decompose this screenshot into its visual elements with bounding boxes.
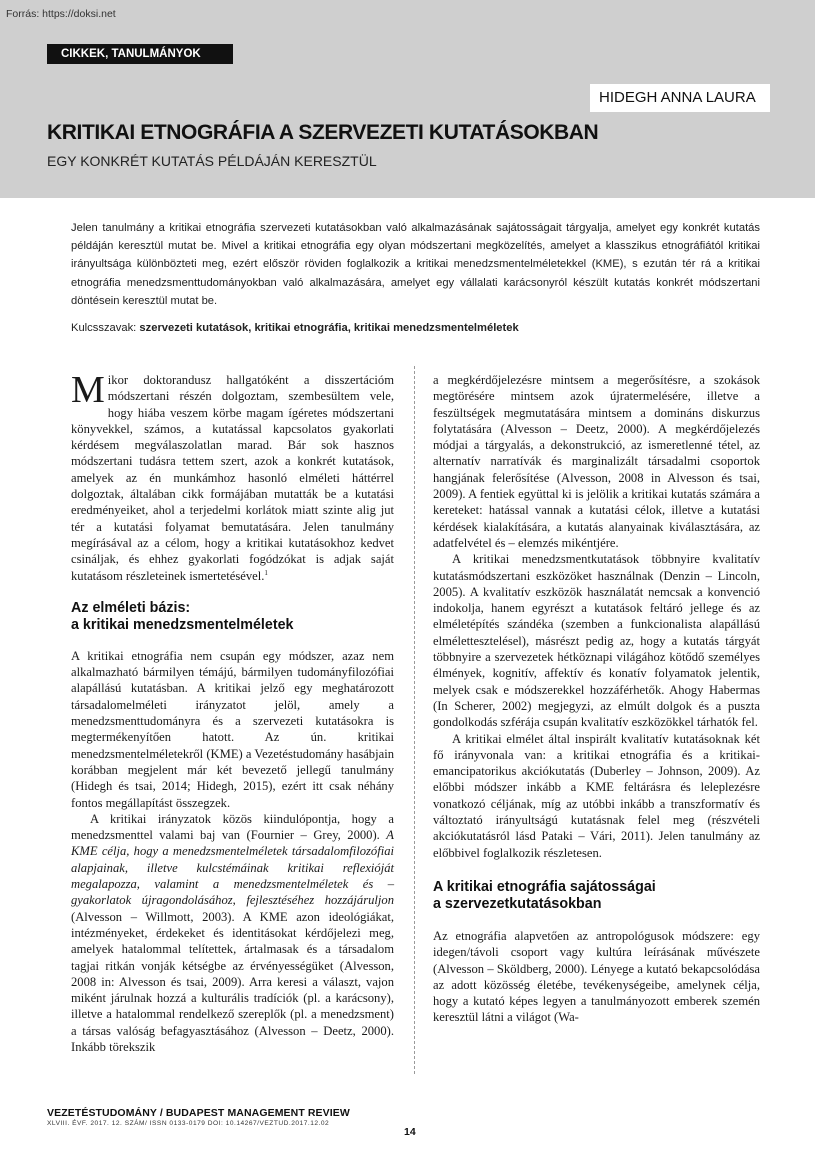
- paragraph: Az etnográfia alapvetően az antropológusok módszere: egy idegen/távoli csoport vagy kultúra leírásának művészete (Alvesson – Sköldberg, 2000). Lényege a kutató bekapcsolódása az adott közösség életébe, tevékenységeibe, amelynek célja, hogy a kutató képes legyen a tanulmányozott emberek szemén keresztül látni a világot (Wa-: [433, 928, 760, 1025]
- article-title: KRITIKAI ETNOGRÁFIA A SZERVEZETI KUTATÁSOKBAN: [47, 121, 599, 144]
- drop-cap: M: [71, 369, 105, 411]
- source-note: Forrás: https://doksi.net: [6, 8, 116, 20]
- intro-paragraph: Mikor doktorandusz hallgatóként a disszertációm módszertani részén dolgoztam, szembesültem vele, hogy hiába veszem körbe magam ígéretes módszertani könyvekkel, számos, a kutatással kapcsolatos gyakorlati kérdésem megválaszolatlan marad. Bár sok hasznos módszertani tudásra tettem szert, azok a konkrét kutatások, amelyek az én munkámhoz hasonló elméleti háttérrel dolgoztak, általában cikk formájában mutatták be a kutatási eredményeiket, ahol a terjedelmi korlátok miatt szinte alig jut tér a kutatási folyamat bemutatására. Jelen tanulmány megírásával az a célom, hogy a kritikai kutatásokhoz kedvet csináljak, és ehhez gyakorlati fogódzókat is adjak saját kutatásom részleteinek ismertetésével.$^1$: [71, 369, 394, 583]
- category-label: CIKKEK, TANULMÁNYOK: [47, 44, 233, 64]
- section-heading-ethnography: A kritikai etnográfia sajátosságai a szervezetkutatásokban: [433, 878, 656, 913]
- paragraph: A kritikai etnográfia nem csupán egy módszer, azaz nem alkalmazható bármilyen témájú, bármilyen tudományfilozófiai alapállású kutatásban. A kritikai jelző egy meghatározott társadalomelméleti irányzatot jelöl, amely a menedzsmenttudományra és a szervezeti kutatásokra is megtermékenyítően hatott. Az ún. kritikai menedzsmentelméletekről (KME) a Vezetéstudomány hasábjain korábban megjelent már két bevezető jellegű tanulmány (Hidegh és tsai, 2014; Hidegh, 2015), ezért itt csak néhány fontos megállapítást összegzek.: [71, 648, 394, 810]
- column-divider: [414, 366, 415, 1074]
- italic-quote: A KME célja, hogy a menedzsmentelméletek társadalomfilozófiai alapjainak, illetve kulcstémáinak kritikai reflexióját megalapozza, valamint a menedzsmentelméletek és –gyakorlatok újragondolásához, fejlesztéséhez hozzájáruljon: [71, 828, 394, 908]
- paragraph: a megkérdőjelezésre mintsem a megerősítésre, a szokások megtörésére mintsem azok újratermelésére, illetve a feszültségek megmutatására mintsem a domináns diskurzus folytatására (Alvesson – Deetz, 2000). A megkérdőjelezés módjai a tárgyalás, a dekonstrukció, az ismeretlenné tétel, az alternatív narratívák és marginalizált társadalmi csoportok hangjának felerősítése (Alvesson, 2008 in Alvesson és tsai, 2009). A fentiek együttal ki is jelölik a kritikai kutatás számára a kereteket: hatással vannak a kutatási célok, illetve a kutatási kérdések kialakítására, a kutatás alanyainak kiválasztására, az adatfelvétel és – elemzés mikéntjére.: [433, 373, 760, 550]
- section-heading-theory: Az elméleti bázis: a kritikai menedzsmentelméletek: [71, 599, 294, 634]
- abstract: Jelen tanulmány a kritikai etnográfia szervezeti kutatásokban való alkalmazásának sajátosságait tárgyalja, amelyet egy konkrét kutatás példáján keresztül mutat be. Mivel a kritikai etnográfia egy olyan módszertani megközelítés, amelyet a klasszikus etnográfiától kritikai irányultsága különbözteti meg, ezért először röviden foglalkozik a kritikai menedzsmentelméletekkel (KME), s ezután tér rá a kritikai etnográfia menedzsmenttudományokban való alkalmazására, amelyet egy vállalati karácsonyról készült kutatás konkrét módszertani döntésein keresztül mutat be.: [71, 222, 760, 307]
- page-number: 14: [404, 1126, 416, 1138]
- keywords-list: szervezeti kutatások, kritikai etnográfia, kritikai menedzsmentelméletek: [139, 322, 519, 334]
- paragraph: A kritikai menedzsmentkutatások többnyire kvalitatív kutatásmódszertani eszközöket használnak (Denzin – Lincoln, 2005). A kvalitatív eszközök használatát nemcsak a konvenció indokolja, hanem egyrészt a kutatások feltáró jellege és az elméletépítés szándéka (szemben a funkcionalista alapállású elmélettesztelésel), másrészt pedig az, hogy a kutatás tárgyát többnyire a szervezetek hétköznapi világához kötődő személyes élmények, kognitív, affektív és konatív folyamatok jelentik, melyek csak e módszerekkel hozzáférhetők. Ahogy Habermas (In Scherer, 2002) megjegyzi, az elmúlt dolgok és a puszta gondolkodás szférája csupán kvalitatív eszközökkel tárhatók fel.: [433, 552, 760, 730]
- author-name: HIDEGH ANNA LAURA: [590, 84, 770, 112]
- journal-title: VEZETÉSTUDOMÁNY / BUDAPEST MANAGEMENT REVIEW: [47, 1107, 350, 1119]
- keywords: [71, 322, 519, 334]
- paragraph: A kritikai irányzatok közös kiindulópontja, hogy a menedzsmenttel valami baj van (Fournier – Grey, 2000). A KME célja, hogy a menedzsmentelméletek társadalomfilozófiai alapjainak, illetve kulcstémáinak kritikai reflexióját megalapozza, valamint a menedzsmentelméletek és –gyakorlatok újragondolásához, fejlesztéséhez hozzájáruljon (Alvesson – Willmott, 2003). A KME azon ideológiákat, intézményeket, érdekeket és identitásokat kérdőjelezi meg, amelyek hatalommal telítettek, ártalmasak és a társadalom tagjai ritkán vonják kétségbe az érvényességüket (Alvesson, 2008 in: Alvesson és tsai, 2009). Arra keresi a választ, vajon miként járulnak hozzá a kulturális tradíciók (pl. a karácsony), illetve a hatalommal rendelkező szereplők (pl. a menedzsment) a társas valóság befagyasztásához (Alvesson – Deetz, 2000). Inkább törekszik: [71, 811, 394, 1054]
- article-subtitle: EGY KONKRÉT KUTATÁS PÉLDÁJÁN KERESZTÜL: [47, 153, 377, 169]
- keywords-label: Kulcsszavak:: [71, 322, 137, 334]
- paragraph: A kritikai elmélet által inspirált kvalitatív kutatásoknak két fő irányvonala van: a kritikai etnográfia és a kritikai-emancipatorikus akciókutatás (Duberley – Johnson, 2009). Az előbbi módszer inkább a KME feltárásra és leleplezésre vonatkozó céljának, míg az utóbbi inkább a transzformatív és változtató irányultságú kutatásnak felel meg (részvételi akciókutatásról lásd Pataki – Vári, 2011). Jelen tanulmány az előbbivel foglalkozik részletesen.: [433, 731, 760, 860]
- footnote-marker: 1: [264, 568, 268, 577]
- issue-meta: XLVIII. ÉVF. 2017. 12. SZÁM/ ISSN 0133-0179 DOI: 10.14267/VEZTUD.2017.12.02: [47, 1120, 330, 1127]
- right-column: [433, 372, 760, 1026]
- left-column: [71, 369, 394, 1055]
